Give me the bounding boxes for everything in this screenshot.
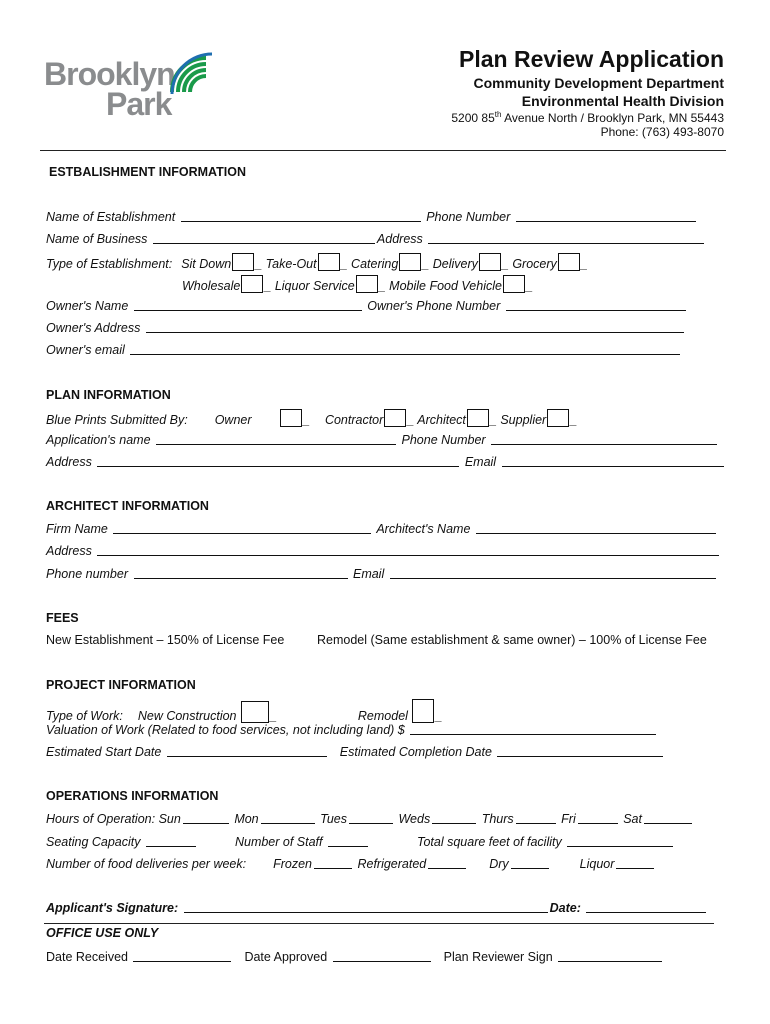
valuation-label: Valuation of Work (Related to food services, not including land) $ xyxy=(46,723,405,737)
hours-label: Hours of Operation: xyxy=(46,812,156,826)
seating-capacity-field[interactable] xyxy=(146,834,196,847)
remodel-checkbox[interactable] xyxy=(412,699,434,723)
signature-date-label: Date: xyxy=(549,901,581,915)
section-heading-project: PROJECT INFORMATION xyxy=(46,678,196,692)
deliveries-label: Number of food deliveries per week: xyxy=(46,857,247,871)
division-name: Environmental Health Division xyxy=(521,93,724,109)
reviewer-sign-field[interactable] xyxy=(558,949,662,962)
reviewer-sign-label: Plan Reviewer Sign xyxy=(443,950,553,964)
type-option-label: Delivery xyxy=(432,257,478,271)
architect-phone-field[interactable] xyxy=(134,566,348,579)
name-of-business-field[interactable] xyxy=(153,231,375,244)
name-of-business-label: Name of Business xyxy=(46,232,148,246)
owners-email-field[interactable] xyxy=(130,342,680,355)
fee-remodel: Remodel (Same establishment & same owner) – 100% of License Fee xyxy=(317,633,707,647)
number-of-staff-label: Number of Staff xyxy=(234,835,323,849)
office-address xyxy=(451,110,724,125)
form-title: Plan Review Application xyxy=(459,46,724,72)
sat-hours-field[interactable] xyxy=(644,811,692,824)
brooklyn-park-logo xyxy=(44,52,219,127)
mon-hours-field[interactable] xyxy=(261,811,315,824)
mobile-food-vehicle-checkbox[interactable] xyxy=(503,275,525,293)
header-divider xyxy=(40,150,726,151)
type-of-work-row: Type of Work: New Construction _ Remodel _ xyxy=(46,699,442,723)
frozen-field[interactable] xyxy=(314,856,352,869)
address-part: Avenue North / Brooklyn Park, MN 55443 xyxy=(501,111,724,125)
section-heading-plan: PLAN INFORMATION xyxy=(46,388,171,402)
day-label: Fri xyxy=(561,812,576,826)
architect-address-row xyxy=(46,543,721,558)
wholesale-checkbox[interactable] xyxy=(241,275,263,293)
type-option-label: Wholesale xyxy=(182,279,241,293)
owners-phone-field[interactable] xyxy=(506,298,686,311)
type-option-label: Grocery xyxy=(512,257,557,271)
firm-row xyxy=(46,521,718,536)
owners-name-label: Owner's Name xyxy=(46,299,129,313)
blue-prints-row: Blue Prints Submitted By: Owner _ Contractor _ Architect _ Supplier _ xyxy=(46,409,577,427)
architect-address-field[interactable] xyxy=(97,543,719,556)
day-label: Weds xyxy=(398,812,431,826)
number-of-staff-field[interactable] xyxy=(328,834,368,847)
establishment-name-row xyxy=(46,209,698,224)
architect-phone-row xyxy=(46,566,718,581)
name-of-establishment-field[interactable] xyxy=(181,209,421,222)
architect-phone-label: Phone number xyxy=(46,567,129,581)
seating-capacity-label: Seating Capacity xyxy=(46,835,141,849)
day-label: Thurs xyxy=(481,812,514,826)
type-of-work-label: Type of Work: xyxy=(46,709,123,723)
sun-hours-field[interactable] xyxy=(183,811,229,824)
owner-address-row xyxy=(46,320,686,335)
owners-email-label: Owner's email xyxy=(46,343,125,357)
sit-down-checkbox[interactable] xyxy=(232,253,254,271)
owner-checkbox[interactable] xyxy=(280,409,302,427)
logo-text-park: Park xyxy=(106,86,172,122)
plan-address-field[interactable] xyxy=(97,454,459,467)
fee-new-establishment: New Establishment – 150% of License Fee xyxy=(46,633,285,647)
architect-checkbox[interactable] xyxy=(467,409,489,427)
owners-address-field[interactable] xyxy=(146,320,684,333)
owner-email-row xyxy=(46,342,682,357)
owner-name-row xyxy=(46,298,688,313)
logo-text-brooklyn: Brooklyn xyxy=(44,56,175,92)
applicants-name-field[interactable] xyxy=(156,432,396,445)
applicant-name-row xyxy=(46,432,719,447)
option-label: Contractor xyxy=(324,413,384,427)
valuation-field[interactable] xyxy=(410,722,656,735)
refrigerated-field[interactable] xyxy=(428,856,466,869)
hours-row xyxy=(46,811,694,826)
type-option-label: Take-Out xyxy=(265,257,317,271)
owners-phone-label: Owner's Phone Number xyxy=(367,299,501,313)
delivery-type-label: Refrigerated xyxy=(357,857,427,871)
supplier-checkbox[interactable] xyxy=(547,409,569,427)
remodel-label: Remodel xyxy=(357,709,408,723)
phone-number-label: Phone Number xyxy=(426,210,511,224)
address-label: Address xyxy=(376,232,423,246)
plan-address-label: Address xyxy=(46,455,92,469)
office-phone: Phone: (763) 493-8070 xyxy=(600,125,724,139)
weds-hours-field[interactable] xyxy=(432,811,476,824)
type-option-label: Sit Down xyxy=(181,257,232,271)
catering-checkbox[interactable] xyxy=(399,253,421,271)
type-option-label: Mobile Food Vehicle xyxy=(389,279,502,293)
valuation-row xyxy=(46,722,658,737)
section-heading-operations: OPERATIONS INFORMATION xyxy=(46,789,219,803)
option-label: Supplier xyxy=(500,413,547,427)
dry-field[interactable] xyxy=(511,856,549,869)
capacity-row xyxy=(46,834,675,849)
plan-phone-label: Phone Number xyxy=(401,433,486,447)
architect-email-field[interactable] xyxy=(390,566,716,579)
phone-number-field[interactable] xyxy=(516,209,696,222)
new-construction-label: New Construction xyxy=(137,709,237,723)
square-feet-field[interactable] xyxy=(567,834,673,847)
date-approved-label: Date Approved xyxy=(244,950,328,964)
office-divider xyxy=(44,923,714,924)
signature-label: Applicant's Signature: xyxy=(46,901,179,915)
start-date-field[interactable] xyxy=(167,744,327,757)
start-date-label: Estimated Start Date xyxy=(46,745,162,759)
architect-address-label: Address xyxy=(46,544,92,558)
completion-date-label: Estimated Completion Date xyxy=(339,745,492,759)
option-label: Owner xyxy=(214,413,252,427)
contractor-checkbox[interactable] xyxy=(384,409,406,427)
submitted-by-label: Blue Prints Submitted By: xyxy=(46,413,188,427)
office-use-heading: OFFICE USE ONLY xyxy=(46,926,159,940)
thurs-hours-field[interactable] xyxy=(516,811,556,824)
plan-email-field[interactable] xyxy=(502,454,724,467)
fri-hours-field[interactable] xyxy=(578,811,618,824)
business-name-row xyxy=(46,231,706,246)
signature-row xyxy=(46,900,708,915)
new-construction-checkbox[interactable] xyxy=(241,701,269,723)
plan-phone-field[interactable] xyxy=(491,432,717,445)
tues-hours-field[interactable] xyxy=(349,811,393,824)
section-heading-establishment: ESTBALISHMENT INFORMATION xyxy=(49,165,246,179)
day-label: Sat xyxy=(623,812,642,826)
office-row xyxy=(46,949,664,964)
date-approved-field[interactable] xyxy=(333,949,431,962)
liquor-service-checkbox[interactable] xyxy=(356,275,378,293)
day-label: Mon xyxy=(234,812,259,826)
owners-address-label: Owner's Address xyxy=(46,321,141,335)
plan-address-row xyxy=(46,454,726,469)
signature-field[interactable] xyxy=(184,900,548,913)
delivery-type-label: Dry xyxy=(489,857,509,871)
applicants-name-label: Application's name xyxy=(46,433,151,447)
date-received-label: Date Received xyxy=(46,950,128,964)
firm-name-field[interactable] xyxy=(113,521,371,534)
type-option-label: Liquor Service xyxy=(274,279,355,293)
type-of-establishment-label: Type of Establishment: xyxy=(46,257,173,271)
type-row-1: Type of Establishment: Sit Down _ Take-Out _ Catering _ Delivery _ Grocery _ xyxy=(46,253,588,271)
signature-date-field[interactable] xyxy=(586,900,706,913)
architects-name-label: Architect's Name xyxy=(376,522,471,536)
delivery-checkbox[interactable] xyxy=(479,253,501,271)
type-row-2: Wholesale _ Liquor Service _ Mobile Food Vehicle _ xyxy=(182,275,533,293)
logo-arc-icon xyxy=(166,52,216,94)
grocery-checkbox[interactable] xyxy=(558,253,580,271)
address-field[interactable] xyxy=(428,231,704,244)
address-sup: th xyxy=(494,110,502,119)
date-received-field[interactable] xyxy=(133,949,231,962)
section-heading-architect: ARCHITECT INFORMATION xyxy=(46,499,209,513)
firm-name-label: Firm Name xyxy=(46,522,108,536)
day-label: Tues xyxy=(320,812,347,826)
dates-row xyxy=(46,744,665,759)
day-label: Sun xyxy=(158,812,181,826)
completion-date-field[interactable] xyxy=(497,744,663,757)
delivery-type-label: Liquor xyxy=(579,857,615,871)
architects-name-field[interactable] xyxy=(476,521,716,534)
type-option-label: Catering xyxy=(351,257,399,271)
plan-email-label: Email xyxy=(464,455,497,469)
address-part: 5200 85 xyxy=(451,111,495,125)
square-feet-label: Total square feet of facility xyxy=(416,835,562,849)
owners-name-field[interactable] xyxy=(134,298,362,311)
deliveries-row xyxy=(46,856,656,871)
take-out-checkbox[interactable] xyxy=(318,253,340,271)
department-name: Community Development Department xyxy=(473,75,724,91)
liquor-field[interactable] xyxy=(616,856,654,869)
architect-email-label: Email xyxy=(352,567,385,581)
name-of-establishment-label: Name of Establishment xyxy=(46,210,176,224)
section-heading-fees: FEES xyxy=(46,611,79,625)
option-label: Architect xyxy=(417,413,466,427)
delivery-type-label: Frozen xyxy=(273,857,312,871)
